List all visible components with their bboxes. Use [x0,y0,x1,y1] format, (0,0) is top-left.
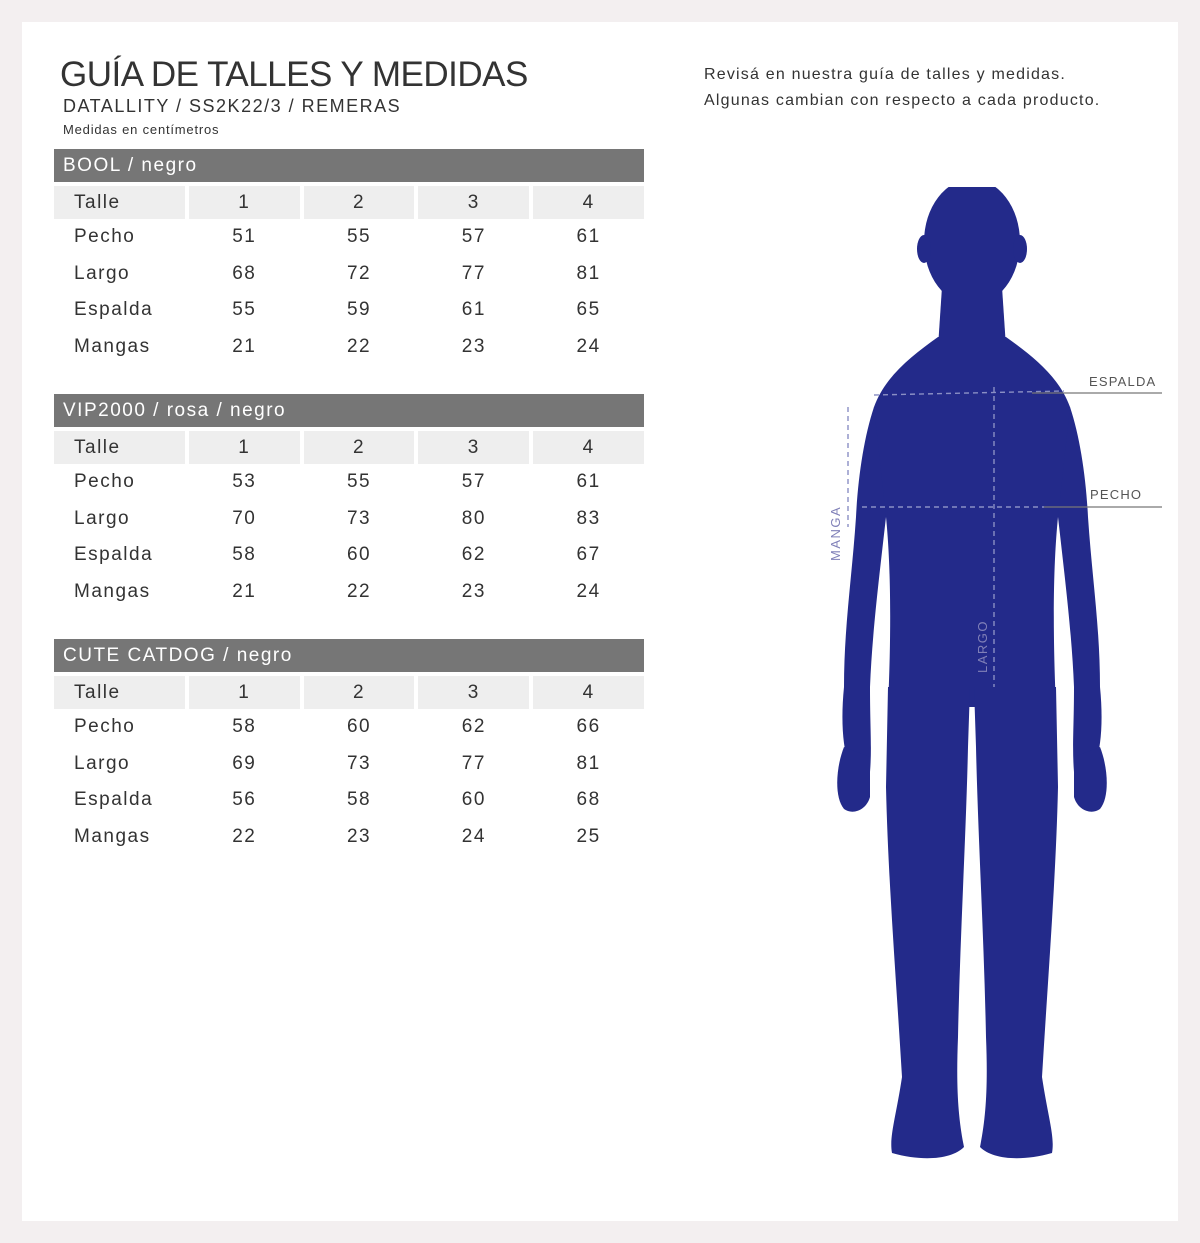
row-label: Pecho [74,471,136,493]
table-cell: 62 [461,716,486,738]
table-row [54,219,644,256]
column-header: 4 [533,186,644,219]
table-cell: 83 [576,507,601,529]
table-cell: 61 [576,226,601,248]
table-cell: 23 [461,335,486,357]
table-cell: 24 [461,825,486,847]
table-cell: 21 [232,580,257,602]
table-cell: 23 [346,825,372,847]
page-title: GUÍA DE TALLES Y MEDIDAS [60,55,528,94]
table-row [54,537,644,574]
table-cell: 56 [232,789,257,811]
table-cell: 25 [576,825,601,847]
table-cell: 73 [346,507,372,529]
column-header: 2 [304,186,415,219]
table-cell: 55 [346,471,372,493]
table-row [54,574,644,611]
espalda-label: ESPALDA [1089,374,1157,389]
table-cell: 77 [461,262,486,284]
column-header: Talle [54,186,185,219]
table-cell: 61 [461,299,486,321]
table-header-row [54,186,644,219]
row-label: Largo [74,507,131,529]
table-cell: 58 [232,544,257,566]
intro-text [704,62,1100,114]
table-cell: 68 [576,789,601,811]
table-cell: 81 [576,752,601,774]
table-cell: 72 [346,262,372,284]
row-label: Largo [74,262,131,284]
row-label: Pecho [74,716,136,738]
table-cell: 51 [232,226,257,248]
table-cell: 62 [461,544,486,566]
manga-label: MANGA [828,505,843,561]
size-table [50,676,648,855]
table-cell: 81 [576,262,601,284]
table-cell: 69 [232,752,257,774]
table-cell: 65 [576,299,601,321]
table-cell: 58 [232,716,257,738]
table-cell: 57 [461,471,486,493]
size-guide-page [22,22,1178,1221]
size-table [50,431,648,610]
size-table-bool [54,149,644,365]
column-header: 2 [304,676,415,709]
table-cell: 60 [346,716,372,738]
human-silhouette [837,187,1107,1158]
table-header-row [54,431,644,464]
table-cell: 61 [576,471,601,493]
table-cell: 77 [461,752,486,774]
table-row [54,329,644,366]
column-header: 1 [189,431,300,464]
pecho-label: PECHO [1090,487,1143,502]
table-row [54,256,644,293]
table-title: CUTE CATDOG / negro [54,639,644,672]
table-row [54,746,644,783]
table-cell: 21 [232,335,257,357]
table-title: BOOL / negro [54,149,644,182]
size-table-vip2000 [54,394,644,610]
table-row [54,709,644,746]
table-cell: 22 [346,335,372,357]
size-table [50,186,648,365]
column-header: 1 [189,676,300,709]
units-note: Medidas en centímetros [63,122,220,137]
column-header: 3 [418,186,529,219]
column-header: 4 [533,676,644,709]
table-cell: 67 [576,544,601,566]
row-label: Espalda [74,544,154,566]
row-label: Mangas [74,580,151,602]
table-row [54,819,644,856]
table-cell: 80 [461,507,486,529]
table-cell: 68 [232,262,257,284]
column-header: 1 [189,186,300,219]
intro-line-2: Algunas cambian con respecto a cada producto. [704,92,1101,109]
column-header: 3 [418,676,529,709]
column-header: Talle [54,431,185,464]
column-header: 4 [533,431,644,464]
table-cell: 24 [576,335,601,357]
table-cell: 59 [346,299,372,321]
page-subtitle: DATALLITY / SS2K22/3 / REMERAS [63,96,402,116]
table-cell: 55 [346,226,372,248]
table-cell: 60 [461,789,486,811]
table-cell: 73 [346,752,372,774]
table-cell: 66 [576,716,601,738]
row-label: Espalda [74,789,154,811]
table-cell: 55 [232,299,257,321]
size-table-cute-catdog [54,639,644,855]
table-row [54,782,644,819]
table-cell: 23 [461,580,486,602]
table-cell: 22 [232,825,257,847]
table-row [54,501,644,538]
row-label: Mangas [74,335,151,357]
table-cell: 57 [461,226,486,248]
column-header: 3 [418,431,529,464]
row-label: Espalda [74,299,154,321]
row-label: Pecho [74,226,136,248]
table-cell: 22 [346,580,372,602]
row-label: Mangas [74,825,151,847]
column-header: Talle [54,676,185,709]
row-label: Largo [74,752,131,774]
body-measurement-figure [774,187,1164,1187]
table-cell: 70 [232,507,257,529]
table-title: VIP2000 / rosa / negro [54,394,644,427]
table-cell: 24 [576,580,601,602]
table-header-row [54,676,644,709]
column-header: 2 [304,431,415,464]
largo-label: LARGO [975,619,990,673]
table-cell: 60 [346,544,372,566]
intro-line-1: Revisá en nuestra guía de talles y medidas. [704,66,1066,83]
table-cell: 58 [346,789,372,811]
table-row [54,464,644,501]
table-row [54,292,644,329]
table-cell: 53 [232,471,257,493]
